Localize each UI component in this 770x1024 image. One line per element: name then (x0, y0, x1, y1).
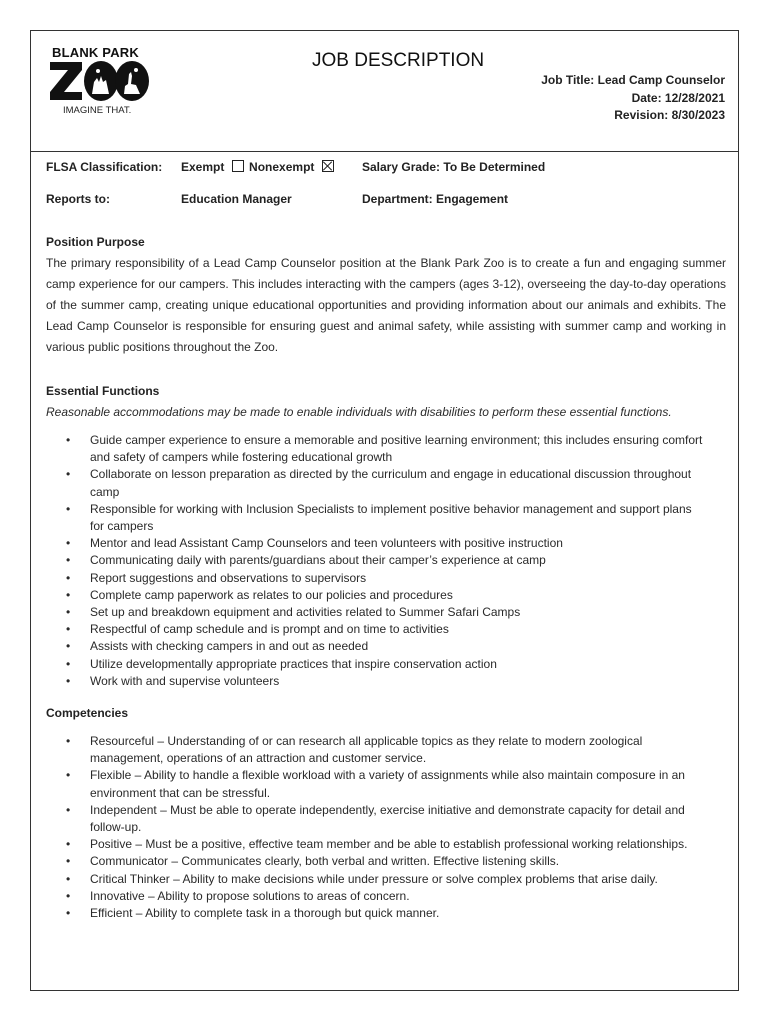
department: Department: Engagement (362, 192, 509, 206)
nonexempt-label: Nonexempt (249, 160, 315, 174)
list-item: • Report suggestions and observations to supervisors (66, 570, 706, 587)
job-title: Job Title: Lead Camp Counselor (541, 73, 725, 87)
list-item: • Communicator – Communicates clearly, both verbal and written. Effective listening skills. (66, 853, 706, 870)
competencies-list (66, 733, 706, 922)
accommodations-note: Reasonable accommodations may be made to enable individuals with disabilities to perform these essential functions. (46, 405, 672, 419)
list-item: • Communicating daily with parents/guardians about their camper’s experience at camp (66, 552, 706, 569)
list-item: • Mentor and lead Assistant Camp Counselors and teen volunteers with positive instruction (66, 535, 706, 552)
competencies-heading: Competencies (46, 706, 129, 720)
flsa-label: FLSA Classification: (46, 160, 163, 174)
essential-functions-list (66, 432, 706, 690)
nonexempt-checkbox[interactable] (322, 160, 334, 172)
logo-brand-top: BLANK PARK (52, 45, 139, 60)
zoo-logo (46, 44, 156, 120)
list-item: • Assists with checking campers in and out as needed (66, 638, 706, 655)
job-revision: Revision: 8/30/2023 (614, 108, 725, 122)
list-item: • Critical Thinker – Ability to make decisions while under pressure or solve complex problems that arise daily. (66, 871, 706, 888)
list-item: • Complete camp paperwork as relates to our policies and procedures (66, 587, 706, 604)
job-meta (541, 72, 725, 125)
list-item: • Respectful of camp schedule and is prompt and on time to activities (66, 621, 706, 638)
list-item: • Utilize developmentally appropriate practices that inspire conservation action (66, 656, 706, 673)
list-item: • Guide camper experience to ensure a memorable and positive learning environment; this includes ensuring comfort and safety of campers while fostering educational growth (66, 432, 706, 466)
position-purpose-heading: Position Purpose (46, 235, 145, 249)
list-item: • Responsible for working with Inclusion Specialists to implement positive behavior management and support plans for campers (66, 501, 706, 535)
list-item: • Collaborate on lesson preparation as directed by the curriculum and engage in educational discussion throughout camp (66, 466, 706, 500)
job-date: Date: 12/28/2021 (631, 90, 725, 105)
salary-grade: Salary Grade: To Be Determined (362, 160, 546, 174)
flsa-options (181, 160, 336, 174)
exempt-checkbox[interactable] (232, 160, 244, 172)
logo-tagline: IMAGINE THAT. (63, 105, 132, 116)
list-item: • Independent – Must be able to operate independently, exercise initiative and demonstrate capacity for detail and follow-up. (66, 802, 706, 836)
list-item: • Resourceful – Understanding of or can research all applicable topics as they relate to modern zoological management, operations of an attraction and customer service. (66, 733, 706, 767)
list-item: • Set up and breakdown equipment and activities related to Summer Safari Camps (66, 604, 706, 621)
list-item: • Positive – Must be a positive, effective team member and be able to establish professional working relationships. (66, 836, 706, 853)
essential-functions-heading: Essential Functions (46, 384, 160, 398)
header-divider (30, 151, 739, 152)
exempt-label: Exempt (181, 160, 225, 174)
zoo-wordmark-icon (48, 58, 152, 104)
position-purpose-text: The primary responsibility of a Lead Camp Counselor position at the Blank Park Zoo is to create a fun and engaging summer camp experience for our campers. This includes interacting with the campers (ages 3-12), overseeing the day-to-day operations of the summer camp, creating unique educational opportunities and providing information about our animals and exhibits. The Lead Camp Counselor is responsible for ensuring guest and animal safety, while assisting with summer camp and working in various public positions throughout the Zoo. (46, 256, 726, 354)
reports-to-label: Reports to: (46, 192, 110, 206)
list-item: • Innovative – Ability to propose solutions to areas of concern. (66, 888, 706, 905)
list-item: • Flexible – Ability to handle a flexible workload with a variety of assignments while also maintain composure in an environment that can be stressful. (66, 767, 706, 801)
document-title: JOB DESCRIPTION (312, 50, 485, 71)
list-item: • Efficient – Ability to complete task in a thorough but quick manner. (66, 905, 706, 922)
list-item: • Work with and supervise volunteers (66, 673, 706, 690)
reports-to-value: Education Manager (181, 192, 292, 206)
